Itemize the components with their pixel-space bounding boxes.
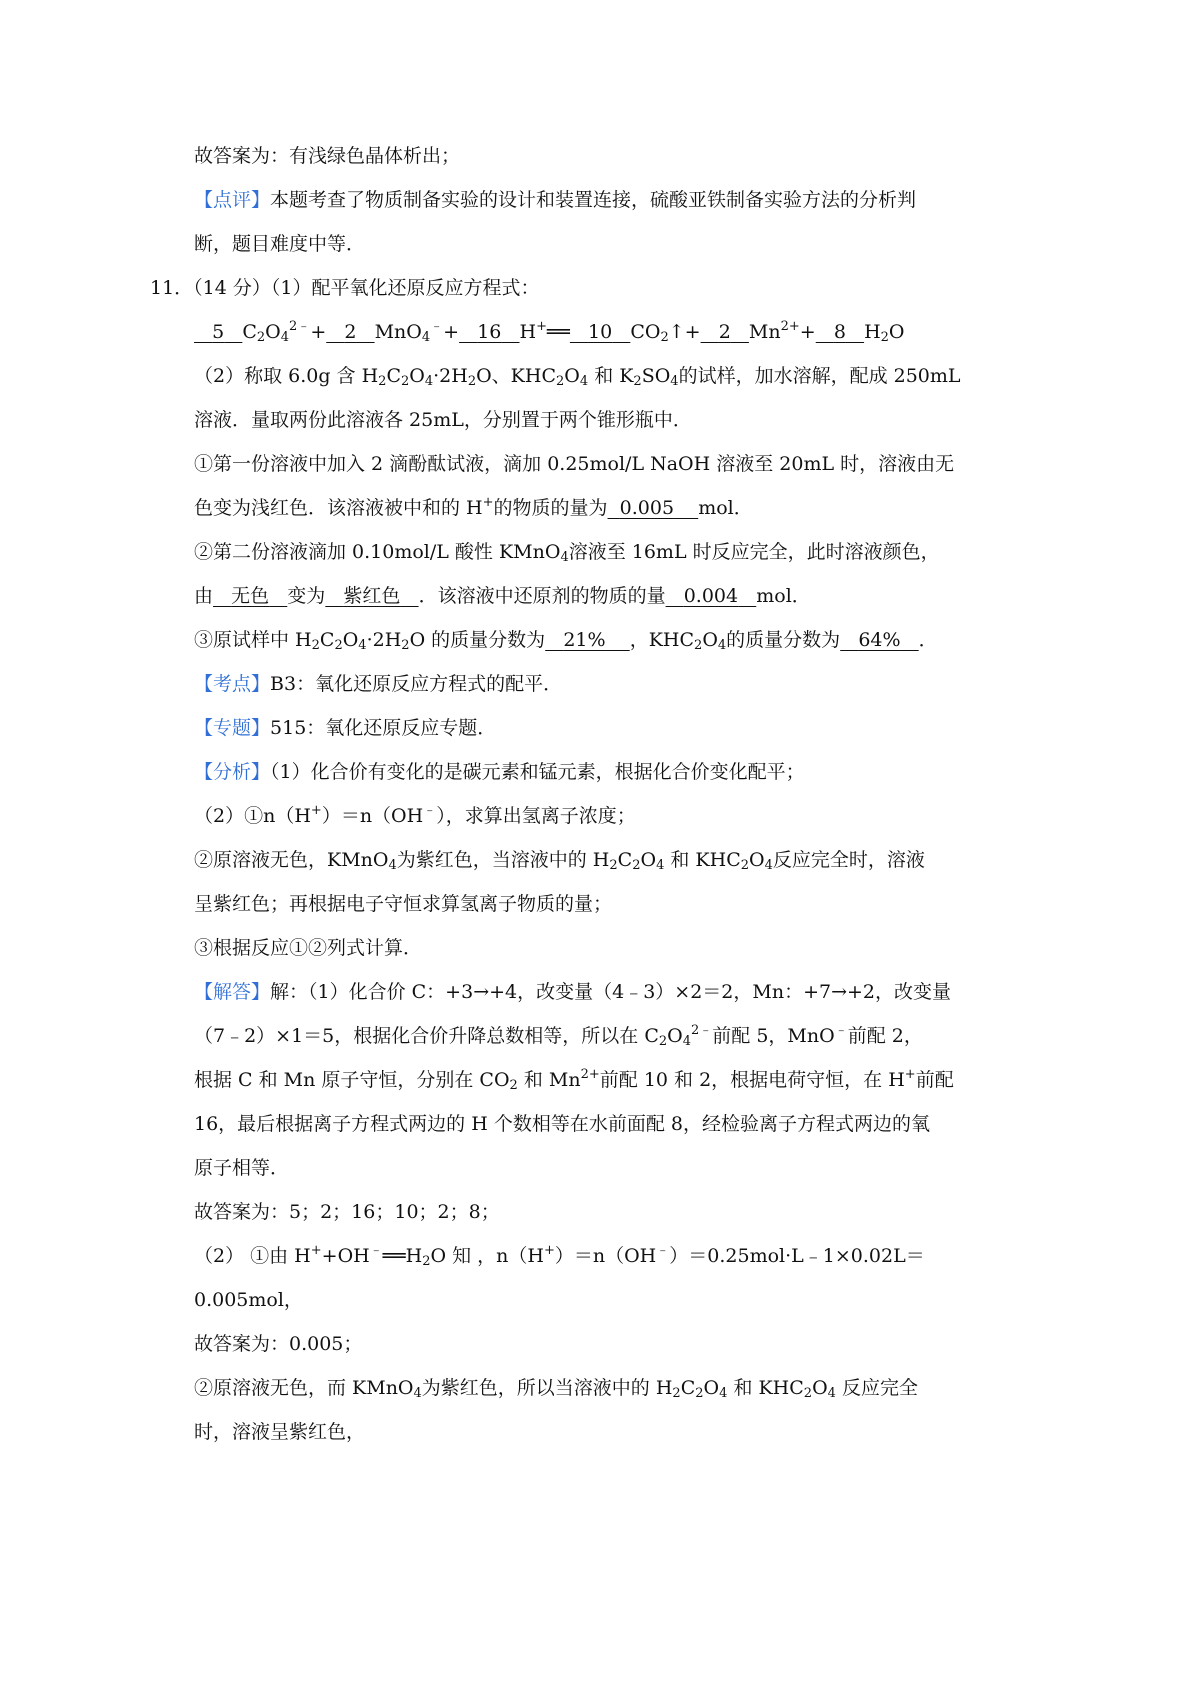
sub-question-2-cont: 由 无色 变为 紫红色 ．该溶液中还原剂的物质的量 0.004 mol． <box>194 585 811 607</box>
equation-coefficient: 2 <box>718 321 731 343</box>
sub-question-2: ②第二份溶液滴加 0.10mol/L 酸性 KMnO$_4$溶液至 16mL 时反应完全，此时溶液颜色， <box>194 541 940 565</box>
answer-blank: 64% <box>858 629 901 651</box>
answer-blank: 21% <box>563 629 606 651</box>
kaodian-tag: 【考点】 <box>194 673 271 695</box>
answer-line: 故答案为：有浅绿色晶体析出； <box>194 145 461 167</box>
jieda-line-3: 根据 C 和 Mn 原子守恒，分别在 $CO_2$ 和 $Mn^{2+}$前配 10 和 2，根据电荷守恒，在 H+前配 <box>194 1067 954 1093</box>
jieda-line-4: 16，最后根据离子方程式两边的 H 个数相等在水前面配 8，经检验离子方程式两边的氧 <box>194 1113 930 1135</box>
jieda-tag: 【解答】 <box>194 981 271 1003</box>
jieda-line-7: （2） ①由 $H^++OH^﹣══H_2O$ 知 ，n（H+）＝n（OH﹣）＝0.25mol·L﹣1×0.02L＝ <box>194 1243 925 1269</box>
part-2-line-cont: 溶液．量取两份此溶液各 25mL，分别置于两个锥形瓶中． <box>194 409 692 431</box>
equation-coefficient: 5 <box>212 321 225 343</box>
fenxi-tag: 【分析】 <box>194 761 271 783</box>
fenxi-line-2: （2）①n（H+）＝n（OH﹣），求算出氢离子浓度； <box>194 803 636 827</box>
question-11-heading: 11．（14 分）（1）配平氧化还原反应方程式： <box>150 277 540 299</box>
jieda-line-5: 原子相等． <box>194 1157 290 1179</box>
answer-blank: 0.005 <box>619 497 675 519</box>
sub-question-1-cont: 色变为浅红色．该溶液被中和的 H+的物质的量为 0.005 mol． <box>194 495 753 519</box>
equation-coefficient: 10 <box>588 321 613 343</box>
equation-coefficient: 8 <box>833 321 846 343</box>
jieda-line-2: （7﹣2）×1＝5，根据化合价升降总数相等，所以在 $C_2O_4^{2﹣}$前配 5，MnO﹣前配 2， <box>194 1023 923 1049</box>
equation-coefficient: 2 <box>344 321 357 343</box>
comment-line-cont: 断，题目难度中等． <box>194 233 366 255</box>
zhuanti-tag: 【专题】 <box>194 717 271 739</box>
answer-blank: 无色 <box>231 585 270 607</box>
fenxi-line-5: ③根据反应①②列式计算． <box>194 937 423 959</box>
answer-blank: 紫红色 <box>343 585 401 607</box>
comment-tag: 【点评】 <box>194 189 271 211</box>
comment-line: 【点评】本题考查了物质制备实验的设计和装置连接，硫酸亚铁制备实验方法的分析判 <box>194 189 917 211</box>
part-2-line: （2）称取 6.0g 含 $H_2C_2O_4\cdot 2H_2O$、$KHC_2O_4$ 和 $K_2SO_4$的试样，加水溶解，配成 250mL <box>194 365 961 389</box>
zhuanti-line: 【专题】515：氧化还原反应专题． <box>194 717 497 739</box>
sub-question-1: ①第一份溶液中加入 2 滴酚酞试液，滴加 0.25mol/L NaOH 溶液至 20mL 时，溶液由无 <box>194 453 955 475</box>
kaodian-line: 【考点】B3：氧化还原反应方程式的配平． <box>194 673 563 695</box>
jieda-line-11: 时，溶液呈紫红色， <box>194 1421 366 1443</box>
answer-blank: 0.004 <box>683 585 739 607</box>
fenxi-line-4: 呈紫红色；再根据电子守恒求算氢离子物质的量； <box>194 893 613 915</box>
fenxi-line-3: ②原溶液无色，KMnO$_4$为紫红色，当溶液中的 $H_2C_2O_4$ 和 $KHC_2O_4$反应完全时，溶液 <box>194 849 925 873</box>
fenxi-line: 【分析】（1）化合价有变化的是碳元素和锰元素，根据化合价变化配平； <box>194 761 805 783</box>
jieda-line-9: 故答案为：0.005； <box>194 1333 363 1355</box>
jieda-line-8: 0.005mol， <box>194 1289 303 1311</box>
jieda-line-6: 故答案为：5；2；16；10；2；8； <box>194 1201 500 1223</box>
jieda-line: 【解答】解：（1）化合价 C：+3→+4，改变量（4﹣3）×2＝2，Mn：+7→+2，改变量 <box>194 981 952 1003</box>
equation-coefficient: 16 <box>477 321 502 343</box>
sub-question-3: ③原试样中 $H_2C_2O_4\cdot 2H_2O$ 的质量分数为 21% ，$KHC_2O_4$的质量分数为 64% ． <box>194 629 938 653</box>
balanced-equation: 5 $C_2O_4^{2﹣}+$ 2 MnO$_4$﹣+ 16 H+══ 10 $CO_2↑+$ 2 $Mn^{2+}+$ 8 $H_2O$ <box>194 317 905 347</box>
jieda-line-10: ②原溶液无色，而 KMnO$_4$为紫红色，所以当溶液中的 $H_2C_2O_4$ 和 $KHC_2O_4$ 反应完全 <box>194 1377 918 1401</box>
